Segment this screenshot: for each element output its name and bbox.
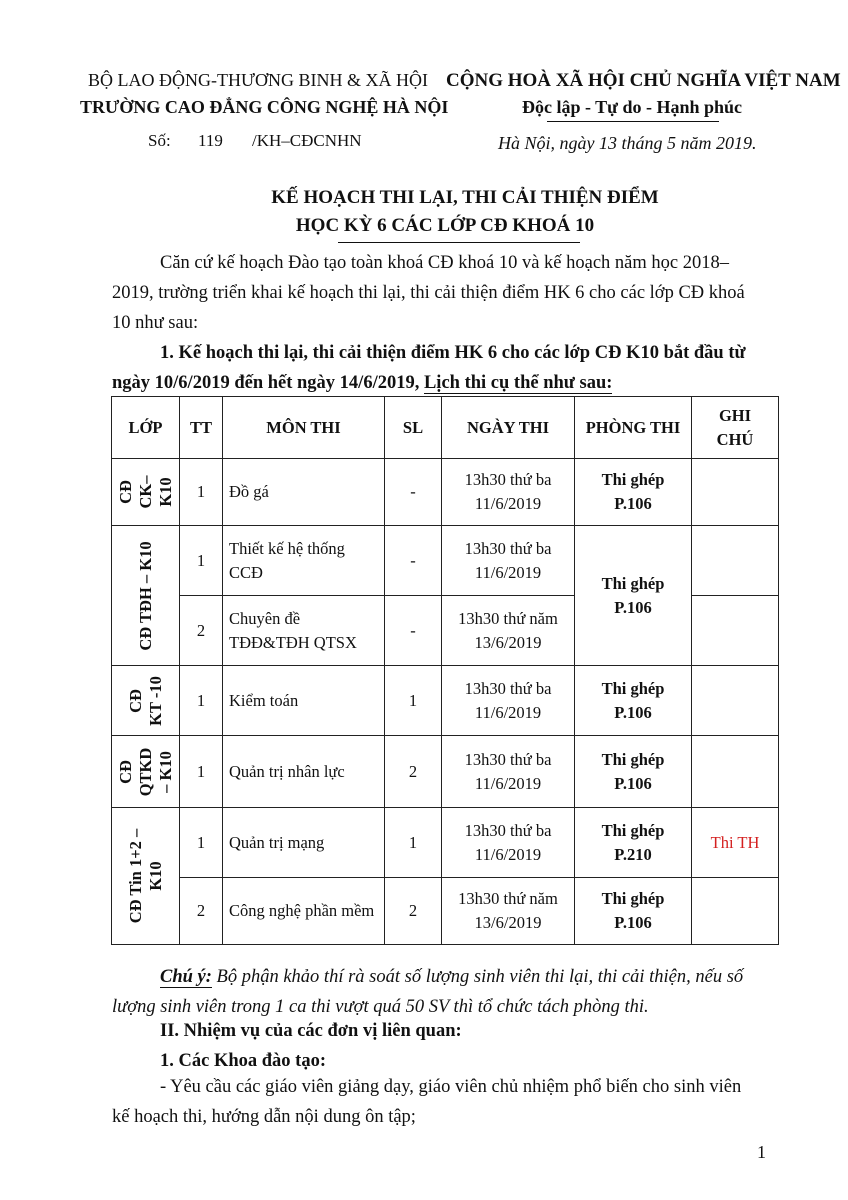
- student-count: -: [385, 596, 442, 666]
- row-number: 1: [180, 736, 223, 808]
- table-row: [112, 736, 779, 808]
- exam-date: 13h30 thứ ba 11/6/2019: [442, 808, 575, 878]
- exam-date: 13h30 thứ ba 11/6/2019: [442, 526, 575, 596]
- subject: Đồ gá: [223, 459, 385, 526]
- ministry-name: BỘ LAO ĐỘNG-THƯƠNG BINH & XÃ HỘI: [88, 70, 428, 90]
- exam-room: Thi ghép P.210: [575, 808, 692, 878]
- student-count: 1: [385, 808, 442, 878]
- row-number: 1: [180, 459, 223, 526]
- section-1-text: 1. Kế hoạch thi lại, thi cải thiện điểm HK 6 cho các lớp CĐ K10 bắt đầu từ ngày 10/6/2019 đến hết ngày 14/6/2019, Lịch thi cụ thể như sau:: [112, 343, 746, 393]
- exam-schedule-table: [111, 396, 779, 945]
- subject: Công nghệ phần mềm: [223, 878, 385, 945]
- header-tt: TT: [180, 397, 223, 459]
- note-cell: [692, 526, 779, 596]
- class-cell: CĐ KT -10: [112, 666, 180, 736]
- subject: Chuyên đề TĐĐ&TĐH QTSX: [223, 596, 385, 666]
- exam-date: 13h30 thứ ba 11/6/2019: [442, 666, 575, 736]
- row-number: 2: [180, 878, 223, 945]
- student-count: 1: [385, 666, 442, 736]
- class-cell: CĐ Tin 1+2 – K10: [112, 808, 180, 945]
- note-paragraph: Chú ý: Bộ phận khảo thí rà soát số lượng sinh viên thi lại, thi cải thiện, nếu số lượng sinh viên trong 1 ca thi vượt quá 50 SV thì tổ chức tách phòng thi.: [112, 967, 744, 1017]
- school-name: TRƯỜNG CAO ĐẲNG CÔNG NGHỆ HÀ NỘI: [80, 97, 449, 117]
- exam-date: 13h30 thứ ba 11/6/2019: [442, 459, 575, 526]
- note-cell: [692, 459, 779, 526]
- class-cell: CĐ TĐH – K10: [112, 526, 180, 666]
- motto: Độc lập - Tự do - Hạnh phúc: [521, 97, 743, 117]
- row-number: 1: [180, 526, 223, 596]
- header-phong-thi: PHÒNG THI: [575, 397, 692, 459]
- subject: Quản trị mạng: [223, 808, 385, 878]
- exam-date: 13h30 thứ năm 13/6/2019: [442, 596, 575, 666]
- motto-underline: [547, 121, 719, 122]
- schedule-label: Lịch thi cụ thể như sau:: [423, 373, 613, 393]
- class-cell: CĐ QTKD – K10: [112, 736, 180, 808]
- header-mon-thi: MÔN THI: [223, 397, 385, 459]
- note-label: Chú ý:: [160, 967, 212, 987]
- exam-room: Thi ghép P.106: [575, 878, 692, 945]
- row-number: 1: [180, 666, 223, 736]
- exam-date: 13h30 thứ năm 13/6/2019: [442, 878, 575, 945]
- document-title-line2: HỌC KỲ 6 CÁC LỚP CĐ KHOÁ 10: [295, 215, 595, 236]
- subject: Quản trị nhân lực: [223, 736, 385, 808]
- exam-room: Thi ghép P.106: [575, 666, 692, 736]
- section-2-sub-1: 1. Các Khoa đào tạo:: [160, 1051, 326, 1071]
- student-count: -: [385, 526, 442, 596]
- row-number: 1: [180, 808, 223, 878]
- exam-room: Thi ghép P.106: [575, 459, 692, 526]
- table-row: [112, 526, 779, 596]
- note-cell: [692, 736, 779, 808]
- document-title-line1: KẾ HOẠCH THI LẠI, THI CẢI THIỆN ĐIỂM: [271, 187, 659, 208]
- student-count: 2: [385, 878, 442, 945]
- header-ngay-thi: NGÀY THI: [442, 397, 575, 459]
- document-number-suffix: /KH–CĐCNHN: [252, 131, 362, 150]
- row-number: 2: [180, 596, 223, 666]
- class-cell: CĐ CK– K10: [112, 459, 180, 526]
- section-2-bullet: - Yêu cầu các giáo viên giảng dạy, giáo viên chủ nhiệm phổ biến cho sinh viên kế hoạch thi, hướng dẫn nội dung ôn tập;: [112, 1077, 742, 1127]
- header-sl: SL: [385, 397, 442, 459]
- document-number-label: Số:: [148, 131, 171, 150]
- page-number: 1: [757, 1142, 766, 1162]
- exam-room: Thi ghép P.106: [575, 526, 692, 666]
- intro-paragraph: Căn cứ kế hoạch Đào tạo toàn khoá CĐ khoá 10 và kế hoạch năm học 2018– 2019, trường triển khai kế hoạch thi lại, thi cải thiện điểm HK 6 cho các lớp CĐ khoá 10 như sau:: [112, 253, 745, 333]
- country-name: CỘNG HOÀ XÃ HỘI CHỦ NGHĨA VIỆT NAM: [446, 70, 841, 91]
- exam-room: Thi ghép P.106: [575, 736, 692, 808]
- document-number: 119: [198, 131, 223, 150]
- table-row: [112, 808, 779, 878]
- header-lop: LỚP: [112, 397, 180, 459]
- note-cell: [692, 666, 779, 736]
- table-header-row: [112, 397, 779, 459]
- student-count: -: [385, 459, 442, 526]
- table-row: [112, 878, 779, 945]
- note-cell: [692, 878, 779, 945]
- table-row: [112, 459, 779, 526]
- note-cell: Thi TH: [692, 808, 779, 878]
- subject: Thiết kế hệ thống CCĐ: [223, 526, 385, 596]
- note-cell: [692, 596, 779, 666]
- title-underline: [338, 242, 580, 243]
- header-ghi-chu: GHI CHÚ: [692, 397, 779, 459]
- subject: Kiểm toán: [223, 666, 385, 736]
- student-count: 2: [385, 736, 442, 808]
- section-2-heading: II. Nhiệm vụ của các đơn vị liên quan: 1. Các Khoa đào tạo:: [112, 1016, 772, 1076]
- document-date: Hà Nội, ngày 13 tháng 5 năm 2019.: [498, 133, 757, 153]
- exam-date: 13h30 thứ ba 11/6/2019: [442, 736, 575, 808]
- table-row: [112, 666, 779, 736]
